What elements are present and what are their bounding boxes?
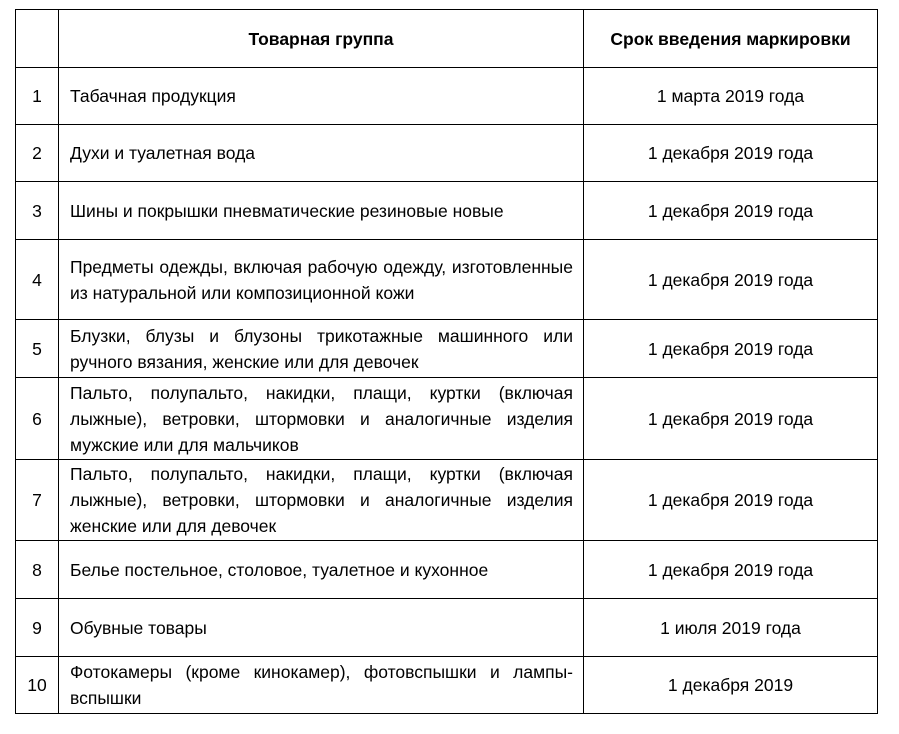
header-product-group: Товарная группа [59,10,584,68]
table-row [16,599,878,657]
marking-date: 1 декабря 2019 [584,657,878,714]
marking-date: 1 июля 2019 года [584,599,878,657]
product-group: Блузки, блузы и блузоны трикотажные машинного или ручного вязания, женские или для девочек [59,320,584,378]
marking-deadlines-table [15,9,878,714]
row-number: 1 [16,68,59,125]
marking-date: 1 декабря 2019 года [584,182,878,240]
product-group: Предметы одежды, включая рабочую одежду, изготовленные из натуральной или композиционной кожи [59,240,584,320]
row-number: 5 [16,320,59,378]
product-group: Табачная продукция [59,68,584,125]
row-number: 4 [16,240,59,320]
product-group: Пальто, полупальто, накидки, плащи, куртки (включая лыжные), ветровки, штормовки и аналогичные изделия женские или для девочек [59,460,584,541]
product-group: Обувные товары [59,599,584,657]
table-row [16,657,878,714]
table-header-row [16,10,878,68]
marking-date: 1 декабря 2019 года [584,125,878,182]
marking-date: 1 декабря 2019 года [584,541,878,599]
header-marking-deadline: Срок введения маркировки [584,10,878,68]
marking-date: 1 декабря 2019 года [584,378,878,460]
table-row [16,460,878,541]
row-number: 9 [16,599,59,657]
marking-date: 1 декабря 2019 года [584,240,878,320]
table-row [16,240,878,320]
row-number: 2 [16,125,59,182]
table-row [16,378,878,460]
table-row [16,182,878,240]
product-group: Пальто, полупальто, накидки, плащи, куртки (включая лыжные), ветровки, штормовки и аналогичные изделия мужские или для мальчиков [59,378,584,460]
table-row [16,125,878,182]
row-number: 10 [16,657,59,714]
marking-date: 1 декабря 2019 года [584,320,878,378]
product-group: Духи и туалетная вода [59,125,584,182]
product-group: Шины и покрышки пневматические резиновые новые [59,182,584,240]
row-number: 6 [16,378,59,460]
table-row [16,320,878,378]
row-number: 3 [16,182,59,240]
product-group: Белье постельное, столовое, туалетное и кухонное [59,541,584,599]
marking-date: 1 марта 2019 года [584,68,878,125]
header-num [16,10,59,68]
table-row [16,541,878,599]
table-row [16,68,878,125]
row-number: 7 [16,460,59,541]
product-group: Фотокамеры (кроме кинокамер), фотовспышки и лампы-вспышки [59,657,584,714]
row-number: 8 [16,541,59,599]
marking-date: 1 декабря 2019 года [584,460,878,541]
